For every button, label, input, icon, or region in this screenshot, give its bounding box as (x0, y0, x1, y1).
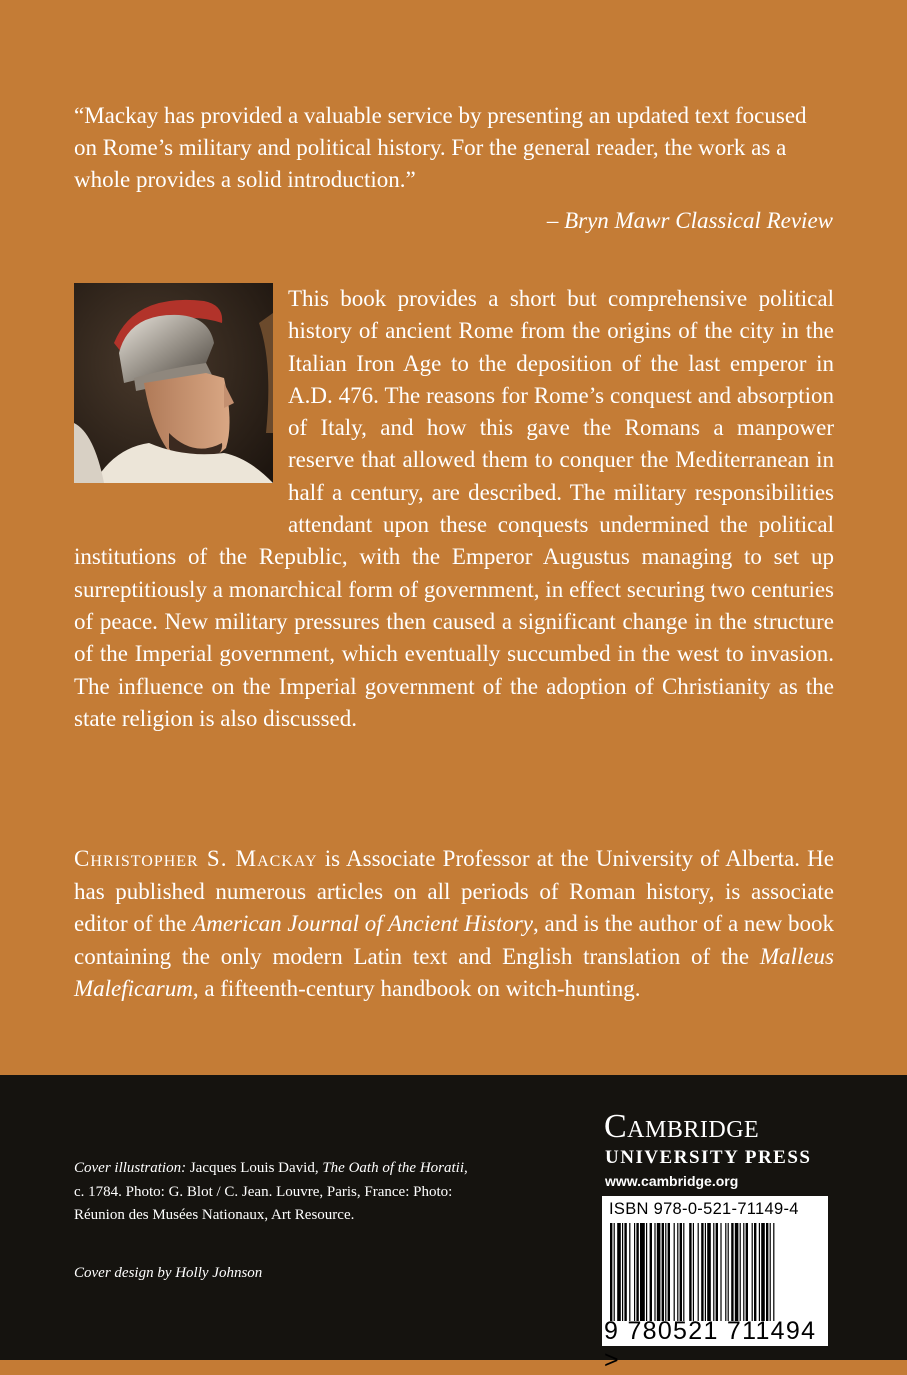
barcode-bar (689, 1223, 691, 1321)
book-description (74, 283, 834, 735)
barcode-bar (770, 1223, 771, 1321)
barcode-bar (766, 1223, 768, 1321)
barcode-bar (624, 1223, 626, 1321)
barcode-bar (617, 1223, 621, 1321)
barcode-bar (725, 1223, 726, 1321)
barcode-bar (693, 1223, 694, 1321)
barcode-bar (698, 1223, 699, 1321)
barcode-bar (731, 1223, 733, 1321)
barcode-digits: 9 780521 711494 > (604, 1317, 817, 1374)
review-attribution: – Bryn Mawr Classical Review (546, 208, 833, 233)
barcode-bar (752, 1223, 753, 1321)
author-bio (74, 843, 834, 1006)
credits-artist: Jacques Louis David, (186, 1160, 323, 1176)
barcode-bar (701, 1223, 703, 1321)
barcode-bar (650, 1223, 652, 1321)
barcode-bar (716, 1223, 718, 1321)
barcode-bar (713, 1223, 714, 1321)
publisher-url: www.cambridge.org (605, 1173, 739, 1189)
barcode-bar (743, 1223, 744, 1321)
author-name: Christopher S. Mackay (74, 846, 318, 871)
bio-text-3: , a fifteenth-century handbook on witch-hunting. (192, 976, 641, 1001)
review-quote-text: “Mackay has provided a valuable service by presenting an updated text focused on Rome’s military and political history. For the general reader, the work as a whole provides a solid introduction.” (74, 103, 807, 192)
barcode-bar (680, 1223, 682, 1321)
barcode-bar (662, 1223, 664, 1321)
barcode-bar (610, 1223, 612, 1321)
barcode-bar (665, 1223, 666, 1321)
review-quote (74, 100, 834, 196)
barcode-bar (759, 1223, 760, 1321)
barcode-bar (634, 1223, 635, 1321)
cover-design-credit: Cover design by Holly Johnson (74, 1265, 263, 1281)
barcode-bar (654, 1223, 655, 1321)
isbn-number: ISBN 978-0-521-71149-4 (609, 1200, 799, 1218)
credits-label: Cover illustration: (74, 1160, 187, 1176)
barcode-bar (728, 1223, 729, 1321)
barcode-bar (622, 1223, 623, 1321)
image-spacer (74, 283, 288, 510)
barcode-bar (720, 1223, 721, 1321)
barcode-bar (754, 1223, 756, 1321)
credits-rest: , c. 1784. Photo: G. Blot / C. Jean. Louvre, Paris, France: Photo: Réunion des Musées Nationaux, Art Resource. (74, 1160, 468, 1223)
barcode-bar (640, 1223, 645, 1321)
barcode-bar (740, 1223, 741, 1321)
isbn-barcode (602, 1196, 828, 1374)
book-description-text: This book provides a short but comprehensive political history of ancient Rome from the origins of the city in the Italian Iron Age to the deposition of the last emperor in A.D. 476. The reasons for Rome’s conquest and absorption of Italy, and how this gave the Romans a manpower reserve that allowed them to conquer the Mediterranean in half a century, are described. The military responsibilities attendant upon these conquests undermined the political institutions of the Republic, with the Emperor Augustus managing to set up surreptitiously a monarchical form of government, in effect securing two centuries of peace. New military pressures then caused a significant change in the structure of the Imperial government, which eventually succumbed in the west to invasion. The influence on the Imperial government of the adoption of Christianity as the state religion is also discussed. (74, 286, 834, 731)
barcode-bars (610, 1223, 820, 1321)
barcode-bar (773, 1223, 774, 1321)
barcode-bar (646, 1223, 647, 1321)
barcode-bar (746, 1223, 748, 1321)
publisher-name: Cambridge (604, 1108, 760, 1145)
barcode-bar (657, 1223, 661, 1321)
barcode-bar (668, 1223, 670, 1321)
barcode-bar (705, 1223, 706, 1321)
book-title: Malleus Maleficarum (74, 943, 834, 1001)
barcode-bar (677, 1223, 678, 1321)
barcode-bar (761, 1223, 765, 1321)
bio-text-1: is Associate Professor at the University of Alberta. He has published numerous articles on all periods of Roman history, is associate editor of the (74, 846, 834, 936)
barcode-bar (629, 1223, 630, 1321)
bio-text-2: , and is the author of a new book containing the only modern Latin text and English translation of the (74, 911, 835, 969)
barcode-bar (735, 1223, 739, 1321)
barcode-bar (683, 1223, 684, 1321)
barcode-bar (707, 1223, 711, 1321)
publisher-press: UNIVERSITY PRESS (605, 1147, 812, 1168)
cover-credits (74, 1157, 474, 1228)
journal-title: American Journal of Ancient History (192, 911, 533, 936)
painting-title: The Oath of the Horatii (322, 1160, 464, 1176)
barcode-bar (674, 1223, 675, 1321)
barcode-bar (636, 1223, 638, 1321)
barcode-bar (614, 1223, 615, 1321)
